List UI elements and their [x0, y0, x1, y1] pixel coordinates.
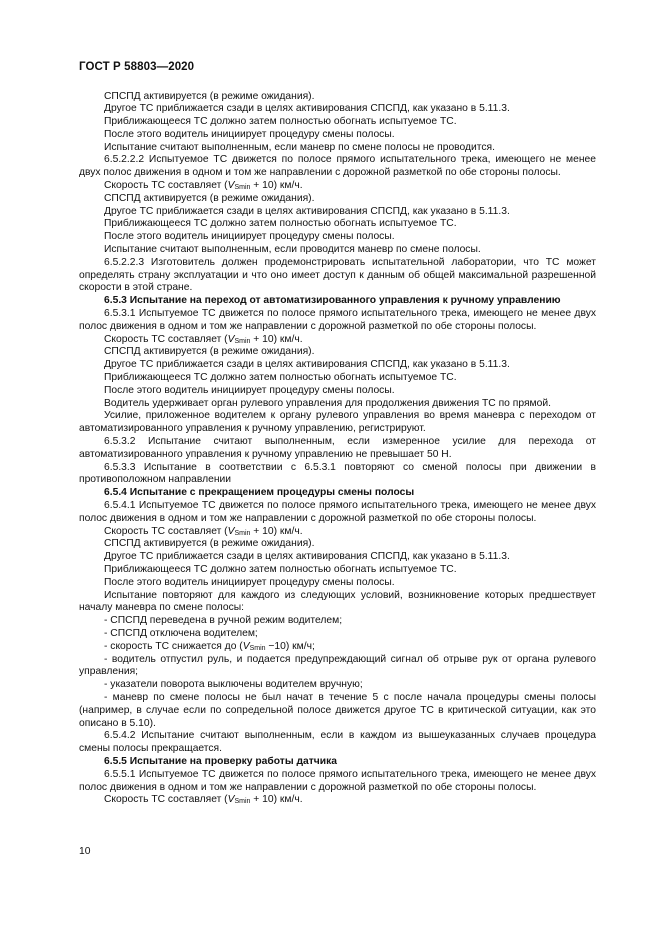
paragraph: Испытание считают выполненным, если маневр по смене полосы не проводится. [104, 141, 495, 153]
clause-6-5-4-1: 6.5.4.1 Испытуемое ТС движется по полосе прямого испытательного трека, имеющего не менее двух полос движения в одном и том же направлении с дорожной разметкой по обе стороны полосы. [79, 500, 596, 524]
paragraph: После этого водитель инициирует процедуру смены полосы. [104, 231, 395, 243]
paragraph: Водитель удерживает орган рулевого управления для продолжения движения ТС по прямой. [104, 397, 551, 409]
paragraph: Приближающееся ТС должно затем полностью обогнать испытуемое ТС. [104, 563, 457, 575]
speed-line: Скорость ТС составляет $(V_{Smin} + 10)$ км/ч. [104, 794, 303, 806]
header-standard-title: ГОСТ Р 58803—2020 [79, 61, 195, 73]
paragraph: Другое ТС приближается сзади в целях активирования СПСПД, как указано в 5.11.3. [104, 551, 510, 563]
list-item: - маневр по смене полосы не был начат в течение 5 с после начала процедуры смены полосы (например, в случае если по сопредельной полосе движется другое ТС в критической ситуации, как это описано в 5.10). [79, 691, 596, 729]
paragraph: Приближающееся ТС должно затем полностью обогнать испытуемое ТС. [104, 218, 457, 230]
paragraph: Приближающееся ТС должно затем полностью обогнать испытуемое ТС. [104, 116, 457, 128]
page-number: 10 [79, 846, 91, 857]
clause-6-5-5-1: 6.5.5.1 Испытуемое ТС движется по полосе прямого испытательного трека, имеющего не менее двух полос движения в одном и том же направлении с дорожной разметкой по обе стороны полосы. [79, 768, 596, 793]
clause-6-5-2-2-2: 6.5.2.2.2 Испытуемое ТС движется по полосе прямого испытательного трека, имеющего не менее двух полос движения в одном и том же направлении с дорожной разметкой по обе стороны полосы. [79, 154, 596, 179]
paragraph: Другое ТС приближается сзади в целях активирования СПСПД, как указано в 5.11.3. [104, 103, 510, 115]
paragraph: СПСПД активируется (в режиме ожидания). [104, 538, 315, 550]
clause-6-5-3-2: 6.5.3.2 Испытание считают выполненным, если измеренное усилие для перехода от автоматизированного управления к ручному управлению не превышает 50 Н. [79, 436, 596, 460]
paragraph: Испытание считают выполненным, если проводится маневр по смене полосы. [104, 244, 481, 256]
heading-6-5-3: 6.5.3 Испытание на переход от автоматизированного управления к ручному управлению [104, 295, 561, 307]
paragraph: Приближающееся ТС должно затем полностью обогнать испытуемое ТС. [104, 372, 457, 384]
speed-line: Скорость ТС составляет $(V_{Smin} + 10)$ км/ч. [104, 333, 303, 345]
clause-6-5-3-3: 6.5.3.3 Испытание в соответствии с 6.5.3.1 повторяют со сменой полосы при движении в противоположном направлении [79, 461, 596, 486]
clause-6-5-3-1: 6.5.3.1 Испытуемое ТС движется по полосе прямого испытательного трека, имеющего не менее двух полос движения в одном и том же направлении с дорожной разметкой по обе стороны полосы. [79, 308, 596, 332]
list-item: - водитель отпустил руль, и подается предупреждающий сигнал об отрыве рук от органа рулевого управления; [79, 653, 596, 678]
list-item: - СПСПД переведена в ручной режим водителем; [104, 615, 343, 627]
paragraph: Усилие, приложенное водителем к органу рулевого управления во время маневра с переходом от автоматизированного управления к ручному управлению, регистрируют. [79, 410, 596, 435]
paragraph: СПСПД активируется (в режиме ожидания). [104, 90, 315, 102]
paragraph: После этого водитель инициирует процедуру смены полосы. [104, 128, 395, 140]
heading-6-5-4: 6.5.4 Испытание с прекращением процедуры смены полосы [104, 487, 415, 499]
document-body [79, 91, 596, 808]
speed-line: Скорость ТС составляет $(V_{Smin} + 10)$ км/ч. [104, 525, 303, 537]
paragraph: Испытание повторяют для каждого из следующих условий, возникновение которых предшествует началу маневра по смене полосы: [79, 589, 596, 614]
clause-6-5-2-2-3: 6.5.2.2.3 Изготовитель должен продемонстрировать испытательной лаборатории, что ТС может определять страну эксплуатации и что оно имеет доступ к данным об общей максимальной разрешенной скорости в этой стране. [79, 256, 596, 294]
list-item: - скорость ТС снижается до $(V_{Smin} -10)$ км/ч; [104, 640, 315, 652]
speed-line: Скорость ТС составляет $(V_{Smin} + 10)$ км/ч. [104, 180, 303, 192]
list-item: - СПСПД отключена водителем; [104, 627, 258, 639]
paragraph: После этого водитель инициирует процедуру смены полосы. [104, 384, 395, 396]
paragraph: Другое ТС приближается сзади в целях активирования СПСПД, как указано в 5.11.3. [104, 205, 510, 217]
list-item: - указатели поворота выключены водителем вручную; [104, 679, 363, 691]
paragraph: СПСПД активируется (в режиме ожидания). [104, 346, 315, 358]
heading-6-5-5: 6.5.5 Испытание на проверку работы датчика [104, 755, 337, 767]
paragraph: После этого водитель инициирует процедуру смены полосы. [104, 576, 395, 588]
paragraph: СПСПД активируется (в режиме ожидания). [104, 192, 315, 204]
paragraph: Другое ТС приближается сзади в целях активирования СПСПД, как указано в 5.11.3. [104, 359, 510, 371]
clause-6-5-4-2: 6.5.4.2 Испытание считают выполненным, если в каждом из вышеуказанных случаев процедура смены полосы прекращается. [79, 730, 596, 755]
